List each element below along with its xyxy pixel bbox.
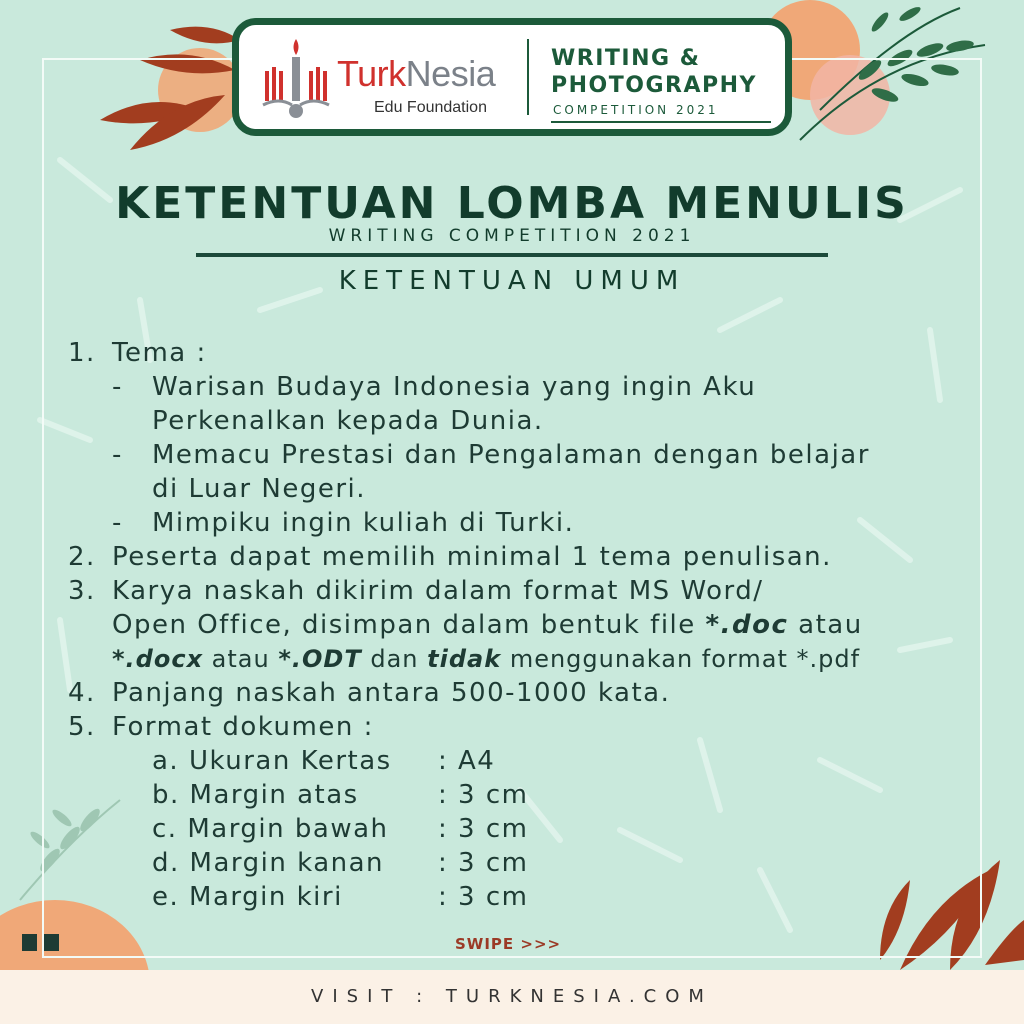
rule-3-line3 xyxy=(112,642,860,676)
rule-3-line3-f: menggunakan format *.pdf xyxy=(501,645,861,673)
rule-number-2: 2. xyxy=(68,542,96,572)
format-label-paper: a. Ukuran Kertas xyxy=(152,746,392,776)
page-subtitle: WRITING COMPETITION 2021 xyxy=(328,226,696,246)
competition-line1: WRITING & xyxy=(551,46,701,71)
theme-3-dash: - xyxy=(112,508,123,538)
theme-3-line1: Mimpiku ingin kuliah di Turki. xyxy=(152,508,575,538)
pause-icon xyxy=(22,934,62,954)
format-label-bottom: c. Margin bawah xyxy=(152,814,389,844)
rule-5-text: Format dokumen : xyxy=(112,712,374,742)
format-value-top: : 3 cm xyxy=(438,780,529,810)
format-label-right: d. Margin kanan xyxy=(152,848,385,878)
rule-1-label: Tema : xyxy=(112,338,207,368)
rule-3-line2-a: Open Office, disimpan dalam bentuk file xyxy=(112,610,706,640)
format-label-top: b. Margin atas xyxy=(152,780,359,810)
brand-nesia: Nesia xyxy=(405,53,496,94)
rule-number-4: 4. xyxy=(68,678,96,708)
theme-2-line2: di Luar Negeri. xyxy=(152,474,367,504)
rule-number-3: 3. xyxy=(68,576,96,606)
theme-1-line2: Perkenalkan kepada Dunia. xyxy=(152,406,544,436)
rule-4-text: Panjang naskah antara 500-1000 kata. xyxy=(112,678,671,708)
theme-1-dash: - xyxy=(112,372,123,402)
rule-2-text: Peserta dapat memilih minimal 1 tema penulisan. xyxy=(112,542,832,572)
competition-subtitle: COMPETITION 2021 xyxy=(553,103,719,117)
rule-3-line3-b: atau xyxy=(203,645,279,673)
format-value-paper: : A4 xyxy=(438,746,496,776)
section-title: KETENTUAN UMUM xyxy=(338,266,686,296)
rule-3-line1: Karya naskah dikirim dalam format MS Word/ xyxy=(112,576,764,606)
theme-1-line1: Warisan Budaya Indonesia yang ingin Aku xyxy=(152,372,757,402)
format-value-bottom: : 3 cm xyxy=(438,814,529,844)
swipe-hint[interactable]: SWIPE >>> xyxy=(455,935,562,953)
rule-3-line2 xyxy=(112,608,863,642)
footer xyxy=(0,970,1024,1024)
rule-3-line3-d: dan xyxy=(361,645,428,673)
brand-subtitle: Edu Foundation xyxy=(374,99,487,116)
rule-3-docx: *.docx xyxy=(112,645,204,673)
theme-2-dash: - xyxy=(112,440,123,470)
rule-3-tidak: tidak xyxy=(427,645,502,673)
rule-3-odt: *.ODT xyxy=(278,645,362,673)
rule-3-doc: *.doc xyxy=(705,610,789,640)
format-value-left: : 3 cm xyxy=(438,882,529,912)
format-value-right: : 3 cm xyxy=(438,848,529,878)
rule-number-5: 5. xyxy=(68,712,96,742)
competition-line2: PHOTOGRAPHY xyxy=(551,73,757,98)
page-title: KETENTUAN LOMBA MENULIS xyxy=(115,178,909,229)
format-label-left: e. Margin kiri xyxy=(152,882,343,912)
footer-website-link[interactable]: VISIT : TURKNESIA.COM xyxy=(311,986,713,1007)
rule-3-line2-c: atau xyxy=(788,610,863,640)
brand-turk: Turk xyxy=(337,53,406,94)
rule-number-1: 1. xyxy=(68,338,96,368)
theme-2-line1: Memacu Prestasi dan Pengalaman dengan belajar xyxy=(152,440,870,470)
